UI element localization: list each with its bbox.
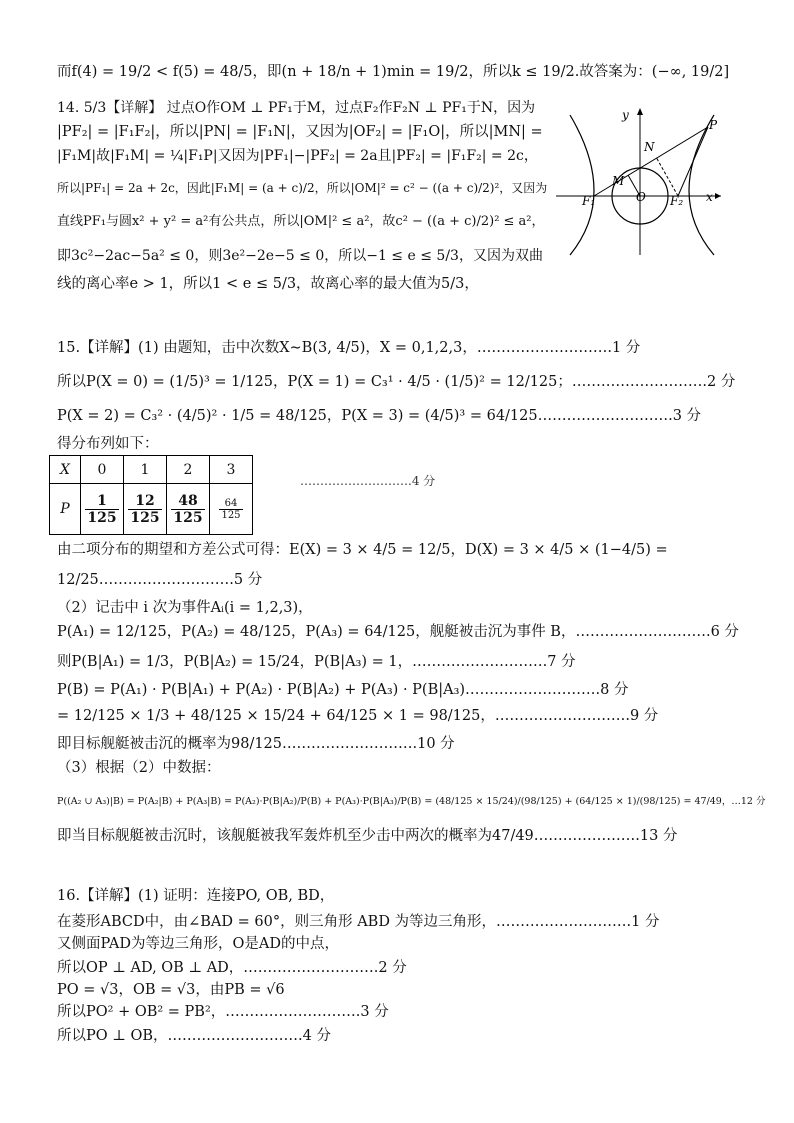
table-header-row: [50, 456, 253, 484]
text-line: 15.【详解】(1) 由题知，击中次数X∼B(3, 4/5)，X = 0,1,2,3，……………………….1 分: [57, 340, 641, 356]
text-line: P(A₁) = 12/125，P(A₂) = 48/125，P(A₃) = 64/125，舰艇被击沉为事件 B，……………………….6 分: [57, 624, 739, 640]
table-header-cell: X: [50, 456, 81, 484]
table-header-cell: 1: [124, 456, 167, 484]
text-line: 所以PO ⊥ OB，……………………….4 分: [57, 1028, 331, 1044]
text-line: 而f(4) = 19/2 < f(5) = 48/5，即(n + 18/n + 1)min = 19/2，所以k ≤ 19/2.故答案为：(−∞, 19/2]: [57, 64, 730, 80]
line-f2p: [678, 127, 708, 196]
left-branch: [570, 115, 594, 255]
table-cell-den: 125: [87, 509, 117, 526]
figure-label: M: [612, 174, 625, 188]
table-cell-num: 64: [219, 498, 242, 510]
hyperbola-figure: [556, 105, 726, 260]
text-line: 由二项分布的期望和方差公式可得：E(X) = 3 × 4/5 = 12/5，D(X) = 3 × 4/5 × (1−4/5) =: [57, 542, 668, 558]
table-cell-den: 125: [221, 509, 241, 521]
text-line: P((A₂ ∪ A₃)|B) = P(A₂|B) + P(A₃|B) = P(A₂)·P(B|A₂)/P(B) + P(A₃)·P(B|A₃)/P(B) = (48/125 × 15/24)/(98/125) + (64/125 × 1)/(98/125) = 47/49，…12 分: [57, 796, 766, 807]
text-line: 直线PF₁与圆x² + y² = a²有公共点，所以|OM|² ≤ a²，故c² − ((a + c)/2)² ≤ a²，: [57, 214, 545, 229]
table-row-label: P: [50, 484, 81, 535]
text-line: 又侧面PAD为等边三角形，O是AD的中点，: [57, 936, 340, 952]
text-line: 即3c²−2ac−5a² ≤ 0，则3e²−2e−5 ≤ 0，所以−1 ≤ e ≤ 5/3，又因为双曲: [57, 248, 543, 264]
table-header-cell: 0: [81, 456, 124, 484]
text-line: P(X = 2) = C₃² · (4/5)² · 1/5 = 48/125，P(X = 3) = (4/5)³ = 64/125……………………….3 分: [57, 408, 702, 424]
text-line: 在菱形ABCD中，由∠BAD = 60°，则三角形 ABD 为等边三角形，……………………….1 分: [57, 914, 660, 930]
text-line: 16.【详解】(1) 证明：连接PO, OB, BD，: [57, 888, 335, 904]
figure-label: x: [706, 190, 713, 204]
text-line: 即当目标舰艇被击沉时，该舰艇被我军轰炸机至少击中两次的概率为47/49………………….13 分: [57, 828, 678, 844]
table-cell-den: 125: [130, 509, 160, 526]
table-cell-num: 48: [171, 493, 204, 510]
figure-label: O: [636, 190, 646, 204]
text-line: PO = √3，OB = √3，由PB = √6: [57, 982, 285, 998]
table-points: ……………………….4 分: [300, 474, 436, 488]
text-line: 线的离心率e > 1，所以1 < e ≤ 5/3，故离心率的最大值为5/3，: [57, 276, 479, 292]
text-line: （2）记击中 i 次为事件Aᵢ(i = 1,2,3)，: [57, 600, 313, 616]
table-cell-num: 12: [128, 493, 161, 510]
text-line: 所以|PF₁| = 2a + 2c，因此|F₁M| = (a + c)/2，所以|OM|² = c² − ((a + c)/2)²，又因为: [57, 181, 548, 195]
distribution-table: [49, 455, 253, 535]
text-line: 12/25……………………….5 分: [57, 572, 263, 588]
text-line: P(B) = P(A₁) · P(B|A₁) + P(A₂) · P(B|A₂) + P(A₃) · P(B|A₃)……………………….8 分: [57, 682, 629, 698]
x-axis-arrow: [715, 193, 721, 199]
text-line: |PF₂| = |F₁F₂|，所以|PN| = |F₁N|，又因为|OF₂| = |F₁O|，所以|MN| =: [57, 124, 543, 140]
table-row: [50, 484, 253, 535]
text-line: （3）根据（2）中数据：: [57, 760, 221, 776]
y-axis-arrow: [637, 108, 643, 115]
figure-label: y: [622, 108, 629, 122]
table-header-cell: 3: [210, 456, 253, 484]
table-cell-num: 1: [85, 493, 118, 510]
text-line: 所以P(X = 0) = (1/5)³ = 1/125，P(X = 1) = C₃¹ · 4/5 · (1/5)² = 12/125；……………………….2 分: [57, 374, 736, 390]
table-header-cell: 2: [167, 456, 210, 484]
text-line: 即目标舰艇被击沉的概率为98/125……………………….10 分: [57, 736, 455, 752]
table-cell-den: 125: [173, 509, 203, 526]
text-line: 所以PO² + OB² = PB²，……………………….3 分: [57, 1004, 389, 1020]
figure-label: P: [709, 118, 718, 132]
figure-label: F₁: [582, 194, 596, 208]
text-line: = 12/125 × 1/3 + 48/125 × 15/24 + 64/125 × 1 = 98/125，……………………….9 分: [57, 708, 659, 724]
figure-label: F₂: [670, 194, 684, 208]
text-line: 则P(B|A₁) = 1/3，P(B|A₂) = 15/24，P(B|A₃) = 1，……………………….7 分: [57, 654, 576, 670]
text-line: 得分布列如下：: [57, 436, 159, 452]
figure-label: N: [644, 140, 655, 154]
text-line: 所以OP ⊥ AD, OB ⊥ AD，……………………….2 分: [57, 960, 407, 976]
text-line: |F₁M|故|F₁M| = ¼|F₁P|又因为|PF₁|−|PF₂| = 2a且|PF₂| = |F₁F₂| = 2c，: [57, 148, 538, 164]
text-line: 14. 5/3【详解】 过点O作OM ⊥ PF₁于M，过点F₂作F₂N ⊥ PF₁于N，因为: [57, 100, 536, 116]
